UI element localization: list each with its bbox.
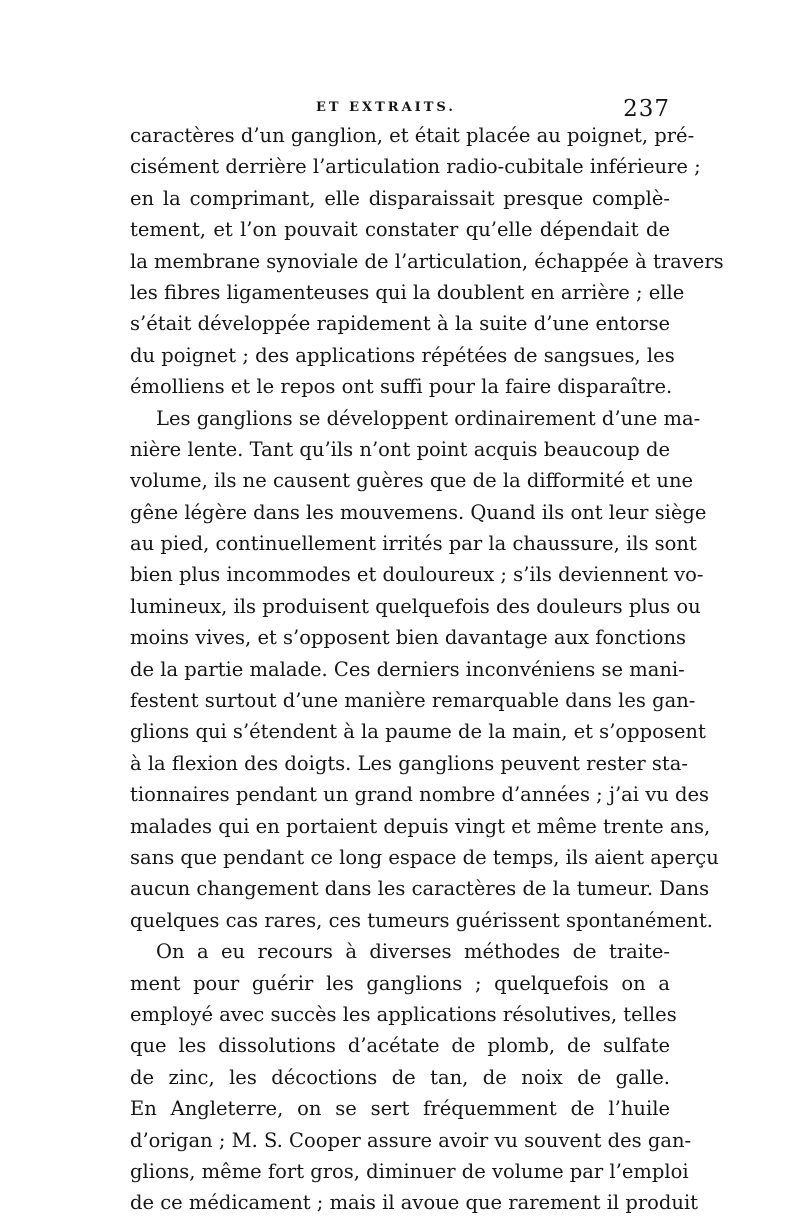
text-line: quelques cas rares, ces tumeurs guérissent spontanément. xyxy=(130,908,714,932)
text-line: émolliens et le repos ont suffi pour la faire disparaître. xyxy=(130,375,673,399)
text-line: tement, et l’on pouvait constater qu’elle dépendait de xyxy=(130,218,670,242)
text-line: moins vives, et s’opposent bien davantage aux fonctions xyxy=(130,626,687,650)
text-line: que les dissolutions d’acétate de plomb, de sulfate xyxy=(130,1034,670,1058)
text-line: glions qui s’étendent à la paume de la main, et s’opposent xyxy=(130,720,706,744)
text-line: Les ganglions se développent ordinairement d’une ma- xyxy=(156,406,701,430)
text-line: bien plus incommodes et douloureux ; s’ils deviennent vo- xyxy=(130,563,704,587)
text-line: au pied, continuellement irrités par la chaussure, ils sont xyxy=(130,532,697,556)
text-line: de la partie malade. Ces derniers inconvéniens se mani- xyxy=(130,657,685,681)
text-line: sans que pendant ce long espace de temps, ils aient aperçu xyxy=(130,845,719,869)
text-line: volume, ils ne causent guères que de la difformité et une xyxy=(130,469,694,493)
text-line: festent surtout d’une manière remarquable dans les gan- xyxy=(130,689,696,713)
text-line: du poignet ; des applications répétées de sangsues, les xyxy=(130,343,675,367)
text-line: En Angleterre, on se sert fréquemment de l’huile xyxy=(130,1097,670,1121)
text-line: employé avec succès les applications résolutives, telles xyxy=(130,1002,677,1026)
text-line: gêne légère dans les mouvemens. Quand ils ont leur siège xyxy=(130,500,707,524)
text-line: d’origan ; M. S. Cooper assure avoir vu souvent des gan- xyxy=(130,1128,692,1152)
text-line: s’était développée rapidement à la suite d’une entorse xyxy=(130,312,670,336)
text-line: glions, même fort gros, diminuer de volume par l’emploi xyxy=(130,1159,689,1183)
text-line: lumineux, ils produisent quelquefois des douleurs plus ou xyxy=(130,594,701,618)
text-line: à la flexion des doigts. Les ganglions peuvent rester sta- xyxy=(130,751,688,775)
body-text xyxy=(130,120,724,1219)
text-line: cisément derrière l’articulation radio-cubitale inférieure ; xyxy=(130,155,701,179)
text-line: caractères d’un ganglion, et était placée au poignet, pré- xyxy=(130,124,695,147)
running-title: ET EXTRAITS. xyxy=(316,100,456,115)
page-number: 237 xyxy=(623,96,670,122)
text-line: de zinc, les décoctions de tan, de noix de galle. xyxy=(130,1065,670,1089)
text-line: tionnaires pendant un grand nombre d’années ; j’ai vu des xyxy=(130,783,710,807)
text-line: malades qui en portaient depuis vingt et même trente ans, xyxy=(130,814,711,838)
text-line: de ce médicament ; mais il avoue que rarement il produit xyxy=(130,1191,699,1215)
text-line: en la comprimant, elle disparaissait presque complè- xyxy=(130,186,670,210)
text-line: ment pour guérir les ganglions ; quelquefois on a xyxy=(130,971,670,995)
text-line: la membrane synoviale de l’articulation, échappée à travers xyxy=(130,249,724,273)
text-line: aucun changement dans les caractères de la tumeur. Dans xyxy=(130,877,710,901)
text-line: nière lente. Tant qu’ils n’ont point acquis beaucoup de xyxy=(130,437,670,461)
text-line: les fibres ligamenteuses qui la doublent en arrière ; elle xyxy=(130,280,685,304)
text-line: On a eu recours à diverses méthodes de traite- xyxy=(156,940,670,964)
